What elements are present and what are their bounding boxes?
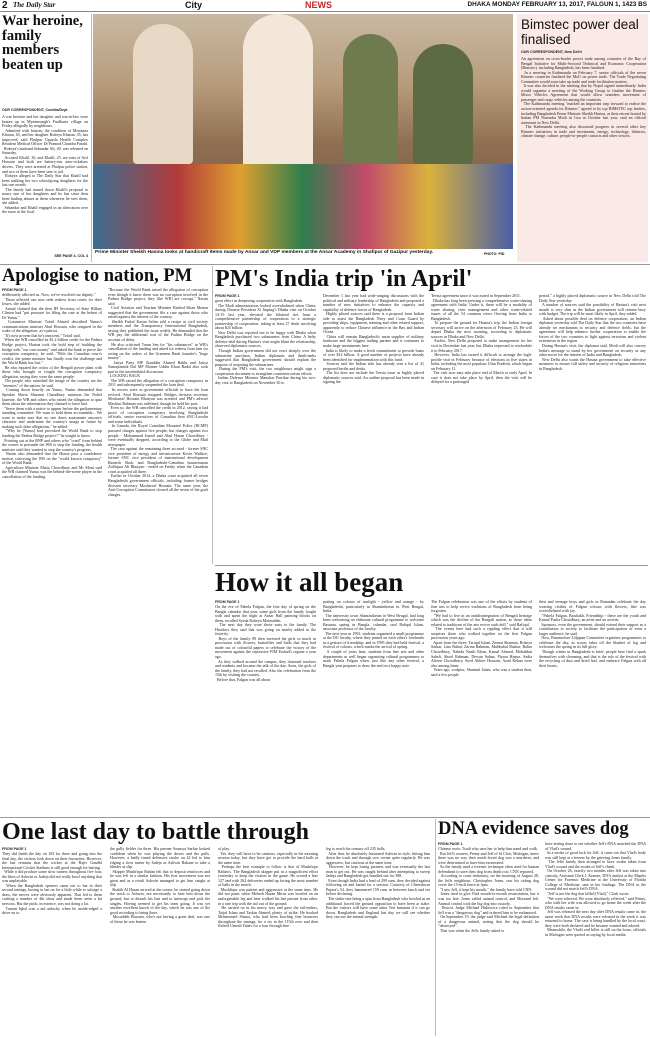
battle-col4: leg to reach his century off 235 balls. After that, he absolutely frustrated Ashwin in style, hitting him down the track and through cow corner quite regularly. He was aggressive, but cautious at the same time. However, he kept losing partners and was eventually the last man to get out. He was caught behind after attempting to sweep Jadeja and Bangladesh got bundled out for 388. Even though India had a lead of 299 runs, they decided against following on and batted for a session. Courtesy of Cheteshwar Pujara's 54, they hammered 159 runs in between lunch and tea before declaring. The strike-rate being a spin from Bangladesh who bowled as an additional forced the ground opposition to have been at stake. But the visitors will have some other Test batsman if it can go down. Bangladesh and England last day we will see whether they can use the mental strength. bbox=[326, 846, 431, 920]
bimstec-byline: OUR CORRESPONDENT, New Delhi bbox=[521, 50, 582, 54]
war-heroine-article bbox=[2, 14, 90, 262]
how-began-col1: On the eve of Pahela Falgun, the first day of spring on the Bangla calendar that year, some girls from the family fought with and spent the night at Ansar Hall painting blocks on them, recalled Syeda Rokeya Moinuddin. The next day they wore those saris to the family. The Hawkers they said that was going on nearby added to the festivity. Boys of the family 89 then invested the girls so much in procession with flowers, butterflies and birds that they had made out of colourful papers to celebrate the victory of the movement against the repressive FIM Ershad's regime a year ago. As they walked around the campus, they charmed teachers and students and became the talk of the day. Soon, the girls of the family, they had not recalled. Also the celebration from the 15th by visiting the country. Before that, Falgun was all about bbox=[215, 604, 316, 682]
bimstec-headline: Bimstec power deal finalised bbox=[521, 17, 639, 47]
section-label: City bbox=[185, 0, 203, 10]
column-rule bbox=[91, 14, 92, 262]
apologise-col1: deliberately affected us. Now, we've resolved our dignity." Those affected can now seek redress from courts for their losses, she added. Amaal claimed that the then IFI Secretary of State Hillary Clinton had "put pressure for filing the case at the behest of Dr Yunus." Commerce Minister Tofail Ahmed described Yunus's communications minister Abul Hossain, who resigned in the wake of the allegation, as a patriot. "It's now proven that he's innocent," Tofail said. When the WB cancelled its $1.2 billion credit for the Padma Bridge project, Hasina took the bold step of building the bridge with "our own money" and asked the bank to prove the corruption conspiracy, he said. "With the Canadian court's verdict, the prime minister has finally won the challenge and the World Bank has lost." He also equated the critics of the Bengali power plant with those who brought or fought the corruption conspiracy allegation, saying they were the same people. The people who tarnished the image of the country are the "enemies" of the nation, he said. Coming down heavily on Yunus, Nasim demanded that Speaker Shirin Sharmin Chaudhury summon the Nobel laureate, the WB and others who raised the allegation to quiz them about the information they claimed to have had. "Serve them with a notice to appear before the parliamentary standing committee. We want to hold them accountable... We want to make sure that no one dares assassinate anyone's character and undermine the country's image in future by making such false allegations," he added. "Why he [Yunus] had provoked the World Bank to stop funding the Padma Bridge project?" he sought to know. Pointing out at the BNP and others who "cried" from behind the scenes to persuade the WB to stop the funding, the health minister said they wanted to stop the country's progress. Nasim also demanded that the House pass a condolence motion criticising the WB on the "world known conspiracy" of the World Bank. Agriculture Minister Matia Chowdhury and Mr Moni said the WB claimed Yunus was the behind-the-scene player in the cancellation of the funding. bbox=[2, 292, 103, 479]
battle-col1: They did finish the day on 103 for three and going into the final day, the visitors look down on their favourites. However, the last remains that the wicket at the Rajiv Gandhi International Cricket Stadium is still good enough for batting. While it did produce some slow turners throughout five four, the likes of Ashwin or Jadeja did not really bowl anything that was unplayable. When the Bangladesh openers came out to bat in their second innings, having to bat on for a little while to salvage a draw, the nerves were obviously apparent. That led to them crafting a number of 4th shots and made them seem a bit nervous. But the pitch, in essence, was not doing a lot. Tamim Iqbal was a tad unlucky when he inside-edged a drive on to bbox=[2, 851, 103, 916]
india-trip-col3: Teesta agreement since it was mired in September 2011. Dhaka has long been pressing a comprehensive water-sharing agreement with India. Under it, there will be a modality of water sharing, river management and other water-related issues of all the 54 common rivers flowing from India to Bangladesh. To prepare the ground for Hasina's trip, the Indian foreign secretary will arrive on the afternoon of February 23. He will depart Dhaka the next morning, according to diplomatic sources in Dhaka and New Delhi. Earlier, New Delhi proposed to make arrangement for her visit in December last year, but Dhaka requested to reschedule it to February 2017. However, India has turned it difficult to arrange the high-profile visit in February because of elections in five states in India, including the most populous Uttar Pradesh, which began on February 11. The visit now may take place end of March or early April. In case it does not take place by April, then the visit will be delayed for a prolonged bbox=[431, 293, 532, 385]
photo-figure bbox=[343, 34, 398, 164]
section-rule bbox=[215, 565, 648, 566]
india-trip-col2: December 1 last year had wide-ranging discussions with the political and military leadership of Bangladesh and proposed a number of new initiatives to enhance the capacity and capability of defence forces of Bangladesh. Highly placed sources said there is a proposal from Indian side to assist the Bangladesh Navy and Coast Guard by providing ships, equipment, training and other related support, apparently to reduce Chinese influence in the Bay and Indian Ocean. China will remain Bangladesh's main supplier of military hardware and the biggest trading partner and it continues to make large investments here. India is likely to make a fresh commitment to provide loans of over $12 billion. A good number of projects have already been identified for implementation with this fund. Sources said the Indian side has already sent a list of 41 proposed berths and desks. The list does not include the Teesta issue as highly placed diplomatic sources said. An outline proposal has been made in signing the bbox=[323, 293, 425, 385]
battle-article bbox=[2, 819, 434, 1036]
dna-col2: have testing done to see whether Jeff's DNA matched the DNA of Vlad's wound. In a stroke of good luck for Jeff, it came out that Vlad's body was still kept at a freezer by the grieving Jones family. The Jeffs family then arranged to have swabs taken from Vlad's wound and the swabs of Jeff's cheek. On October 26, exactly two months after Jeff was taken into custody, Assistant Clerk J. Kramer, DNA analyst at the Maples Center for Forensic Medicine at the University of Florida College of Medicine, sent in her findings. The DNA in the wound did not match Jeff's DNA. "Jeff is not the dog that killed [Vlad]," Clark wrote. "We were relieved. We were absolutely relieved," said Penny, who with her wife was allowed to go home the week after the DNA results came in. Jeff was released the next day after DNA results came in, the same week that DNA results were released in the week it was returned to home. The case is being handled by the local court, they were both declared and he became wanted and adored. Meanwhile, the Vlad's real killer is still on the loose, officials in Michigan were quoted as saying by local media. bbox=[545, 841, 647, 937]
war-heroine-body: A war heroine and her daughter and son-in-law were beaten up in Mymensingh's Fuulbaria village on Friday allegedly by neighbours. Admitted with bruises, the condition of Momtaza Khatun, 65, and her daughter Rokeya Khatun, 35, has improved, said Phulpur Upazila Health Complex Resident Medical Officer Dr Pramod Chandra Pandit. Rokeya's husband Sekandar Ali, 40, was released on Saturday. Accused Khalil, 30, and Khalil, 25, are sons of Arif Hossain and both are battery-run auto-rickshaw drivers. They were arrested at Phulpur police station, and two of them have been sent to jail. Rokeya alleged to The Daily Star that Khalil had been stalking her two schoolgoing daughters for the last one month. The family had turned down Khalil's proposal to marry one of her daughters and he has since then been hurling abuses at them whenever he sees them, she added. Sekandar and Khalil engaged in an altercation over the issue at the local bbox=[2, 114, 89, 215]
apologise-article bbox=[2, 266, 210, 564]
how-began-from: FROM PAGE 1 bbox=[215, 600, 240, 604]
news-photo bbox=[93, 14, 513, 249]
india-trip-col1: great effect in deepening cooperation with Bangladesh. The Modi administration looked overwhelmed when China, during Chinese President Xi Jinping's Dhaka visit on October 14-15 last year, elevated the bilateral ties from a comprehensive partnership of cooperation to a strategic partnership of cooperation, inking at least 27 deals involving about $25 billion. New Delhi was reported not to be happy with Dhaka when Bangladesh purchased two submarines from China. A hefty defence deal during Hasina's visit might blunt the relationship, observed diplomatic sources. Though Indian government did not react sharply over the submarine purchase, Indian diplomats and think-tanks suggested that Bangladesh government should explain the purpose of acquiring the submarines. During the PM's visit, the two neighbours might sign a cooperation document to strengthen counterterrorism efforts. Indian Defence Minister Manohar Parrikar during his two-day visit to Bangladesh on November 30 to bbox=[215, 298, 317, 385]
india-trip-headline: PM's India trip 'in April' bbox=[215, 266, 473, 292]
war-heroine-byline: OUR CORRESPONDENT, Comilla/Dept bbox=[2, 108, 68, 112]
bimstec-body: An agreement on cross-border power trade among countries of the Bay of Bengal Initiative for Multi-Sectoral Technical and Economic Cooperation (Bimstec), including Bangladesh, has been finalised. In a meeting in Kathmandu on February 7, senior officials of the seven Bimstec countries finalised the MoU on power trade. The Trade Negotiating Committee would soon take up trade and trade facilitation matters. It was also decided in the meeting that by Nepal signed immediately. India would organise a meeting of the Working Group to finalise the Bimstec Motor Vehicles Agreement that would allow seamless movement of passenger and cargo vehicles among the countries. The Kathmandu meeting "marked an important step forward to realise the action-oriented agenda for Bimstec" agreed to by top BIMSTEC top leaders, including Bangladesh Prime Minister Sheikh Hasina, at their retreat hosted by Indian PM Narendra Modi in Goa in October last year, said an official statement in New Delhi. The Kathmandu meeting also discussed progress in several other key Bimstec initiatives in trade and investment, energy, technology, fisheries, climate change, culture, people-to-people contacts and other sectors. bbox=[521, 56, 647, 139]
section-rule bbox=[0, 817, 650, 818]
photo-figure bbox=[133, 24, 193, 164]
paper-name-logo: The Daily Star bbox=[13, 1, 56, 9]
india-trip-from: FROM PAGE 1 bbox=[215, 294, 240, 298]
column-rule bbox=[212, 266, 213, 564]
how-began-col3: The Falgun celebration was one of the efforts by students of fine arts to help revive traditions of Bangladesh from being forgotten. "We had to live in an antidisintegration of Bengali heritage which was the decline of the Bengali nation, as those ideas related to traditions of the arts revive such dull," said Rafiqul. The events here had such a rippling effect that it still surprises those who walked together on the first Falgun procession years ago. Apart from the three, Tariqul Islam, Zeenat Sharmin, Rokeya Sarkar, Lina Babul, Zarina Rahman, Mahbubul Bashar, Bahar Chowdhury, Nahida Nazib Khan, Kamal Ahmed, Mohabbut Saheli, Shoel Rahman, Dewan Sahan, Piyara Haque, Sadia Afreen Chowdhury, Syed Akhter Hossain, Azad Rehan were also among them. Years ago, sculptor, Shamsul Islam, who was a student then, said a few people bbox=[431, 599, 533, 677]
news-label: NEWS bbox=[305, 0, 332, 10]
apologise-headline: Apologise to nation, PM bbox=[2, 266, 193, 286]
photo-figure bbox=[413, 44, 473, 164]
india-trip-col4: period," a highly placed diplomatic source in New Delhi told The Daily Star yesterday. A number of sources said the possibility of Hasina's visit next month is very slim as the Indian government will remain busy with budget. The trip will be most likely in April, they added. Asked about possible deal on defence cooperation, an Indian diplomat yesterday told The Daily Star that the two countries have already set mechanism to security and defence fields, but the agreement will help enhance further cooperation to enable the forces of the two countries to fight against terrorism and violent extremism in the region. During Hasina's visit, the diplomat said, Modi will also convey India's message to stand by her government on security as any other move for the interest of India and Bangladesh. New Delhi also wants the Hasina government to take effective measures to ensure full safety and security of religious minorities in Bangladesh. bbox=[539, 293, 646, 371]
dna-article bbox=[438, 819, 648, 1036]
photo-handicraft-table bbox=[93, 164, 513, 249]
how-began-headline: How it all began bbox=[215, 567, 404, 597]
how-began-col2: putting on colours of sunlight - yellow and orange - by Bangladeshi, particularly in Shantiniketan in West Bengal, India. The university town Shantiniketan in West Bengal, had long been welcoming an elaborate cultural programme to welcome Basanta, spring in Bangla, calendar, said Rafiqul Islam, associate professor of the faculty. The next year in 1992, students organised a small programme at the DU faculty, where they pasted on each other's foreheads in a gesture of friendship; and in 1995 they had held festival, a festival of colours, which marks the arrival of spring. A couple of years later, students from fine arts and other departments as well began organising cultural programmes to mark Pahela Falgun when, just like any other festival, a Bangla year prepares to draw the end on a happy note. bbox=[323, 599, 425, 668]
apologise-from: FROM PAGE 1 bbox=[2, 288, 27, 292]
battle-col3: of play. Yes, they will have to be cautious, especially in the morning session today, but they have got to provide the hard balls at the same time. Perhaps the best example to follow is that of Mushfiqur Rahim's. The Bangladesh skipper put in a magnificent effort yesterday to keep the visitors in the game. He scored a fine 127 and with 262 deliveries ended up facing the most number of balls in the match. Mushfiqur was patient and aggressive at the same time. He did not panic when Mehedi Hasan Miraz was bowled on an unforgettable leg and later walked his last partner from other, in a rare trip with the tail out of the ground. He carried on in his merry way and gave the tail-enders, Taijul Islam and Taskin Ahmed, plenty of strike. He hooked Mohammed Shami, who had been bowling fine bouncers throughout the innings, for a six in the 115th over and then flicked Umesh Yadav for a four through fine bbox=[218, 846, 319, 929]
dateline: DHAKA MONDAY FEBRUARY 13, 2017, FALGUN 1, 1423 BS bbox=[467, 1, 647, 8]
battle-from: FROM PAGE 1 bbox=[2, 847, 27, 851]
photo-figure bbox=[243, 14, 313, 174]
india-trip-article bbox=[215, 266, 648, 564]
battle-col2: the gully fielder for three. His partner Soumya Sarkar looked confident when he was playing the drives and the pulls. However, a badly timed defensive stroke on 42 led to him edging a slow turner by Jadeja as Ashwin Rahane to take a blinder at slip. Skipper Mushfiqur Rahim felt that to deposit reinforces and he was left in a similar fashion. His first movement was not great and as a result Ashwin managed to get him caught at slip. Shakib Al Hasan arrived at the crease, he started going down the track to Ashwin, not necessarily to beat him down the ground, but to disturb his line and to interrupt and pick the singles. Having seemed to get his team going. It was yet another excellent knock of the day, which he was one of the good recording to being there. Mosaddek Hossain, who's not having a great deal, was one of those he was beaten bbox=[110, 846, 211, 924]
dna-headline: DNA evidence saves dog bbox=[438, 819, 629, 839]
section-rule bbox=[0, 264, 650, 265]
dna-col1: Chinese roots: Tsodi who uses her to help him stand and walk. But Jeff's owners, Penny and Jeff of St Clair, Michigan, knew there was no way their much-loved dog was a murderer, and were determined to have him exonerated. So the family used a forensic technique often used for human defendants to save their dog from death row, CNN reported. According to court testimony, on the morning of August 28, the Jeffs neighbour, Christopher Jones, saw his sitting dog cover the 15-inch fence at 3pm. "I saw Jeff, it kept his mouth," the family have told CNN. Jones tried to give Vlad mouth-to-mouth resuscitation, but it was too late. Jones called animal control, and Morrand left. Animal control took the big dog into custody. District Judge Michael Hukowicz ruled in September that Jeff was a "dangerous dog" and ordered him to be euthanised. On September 19, the judge said Michael the legal definition of a dangerous animal, noting that the dog should be "destroyed". That was when the Jeffs family asked to bbox=[438, 846, 540, 933]
dna-from: FROM PAGE 1 bbox=[438, 842, 463, 846]
page-number: 2 bbox=[2, 0, 8, 11]
how-began-col4: then and teenage boys and girls in Ramadan celebrate the day wearing clothes of Falgun colours with flowers, like was overwhelmed with joy. "Pahela Falgun, Baishakh, Friendship - these are the youth and Kamal Pasha Chowdhury, an artist and an activist. Sponsors, even the government, should extend their support as a contribution to society to facilitate the participation of even a larger audience, he said. Now, Basantotsav Udjapan Committee organises programmes to celebrate the day, as scores takes off the blanket of fog and welcomes the spring in its full glory. Though winter in Bangladesh is brief, people here find a spark themselves with cleansing, and that is the role of the festival with the recycling of dust and dried leaf, and embrace Falgun with all their hearts. bbox=[539, 599, 647, 668]
bimstec-article bbox=[517, 14, 648, 262]
photo-credit: PHOTO: PID bbox=[484, 252, 505, 256]
photo-caption: Prime Minister Sheikh Hasina looks at handicraft items made by Ansar and VDP members at the Ansar Academy in Shafipur of Gazipur yesterday. bbox=[95, 250, 434, 255]
column-rule bbox=[435, 819, 436, 1036]
how-began-article bbox=[215, 567, 648, 815]
battle-headline: One last day to battle through bbox=[2, 819, 309, 845]
masthead bbox=[0, 0, 650, 12]
apologise-col2: "Because the World Bank raised the allegation of corruption even though it knew there was no corruption involved in the Padma Bridge project, they [the WB] are corrupt," Nasim said. Civil Aviation and Tourism Minister Rashed Khan Menon suggested that the government file a case against those who raised against the interest of the country. Sheikh Fazlul Karim Selim told a recipe at civil society members and the Transparency International Bangladesh, saying they published the issue widely. He demanded that the WB pay the additional cost of the Padma Bridge on the account of delay. He also criticised Tarun Sen for "his substances" in WB's cancellation of the funding and asked for redress from him for acting on the orders of the Grameen Bank founder's "huge money". Jatiya Party MP Ziauddin Ahmed Bablu and Jatiya Samajtantrik Dal MP Moinee Uddin Khan Badal also took part in the unscheduled discussion. LOCKING BACK The WB raised the allegation of a corruption conspiracy in 2011 and subsequently suspended the loan deal. Its moves were as government officials to have the loan revived. Abul Hossain resigned. Bridges division secretary Mosharraf Hossain Bhuiyan was arrested and PM's adviser Mashiur Rahman was sidelined, though he held his post. Even so, the WB cancelled the credit in 2012, saying it had proof of corruption conspiracy involving Bangladeshi officials, senior executives of Canadian firm SNC-Lavalin and some individuals. In Canada, the Royal Canadian Mounted Police (RCMP) pursued charges against five people, but charges against two people - Mohammad Ismail and Abul Hasan Chowdhury - were eventually dropped, according to the Globe and Mail newspaper. The case against the remaining three accused - former SNC vice president of energy and infrastructure Kevin Wallace, former SNC vice president of international development Ramesh Shah, and Bangladeshi-Canadian businessman Zulfiquar Ali Bhuiyan - ended on Friday when the Canadian court acquitted all three. Earlier in October 2014, a Dhaka court acquitted all seven Bangladeshi government officials, including former bridges division secretary Mosharraf Hossain. The same year, the Anti-Corruption Commission cleared all the seven of the graft charges. bbox=[108, 287, 209, 497]
war-heroine-headline: War heroine, family members beaten up bbox=[2, 13, 83, 73]
war-heroine-jump: SEE PAGE 4, COL 3 bbox=[54, 254, 88, 258]
